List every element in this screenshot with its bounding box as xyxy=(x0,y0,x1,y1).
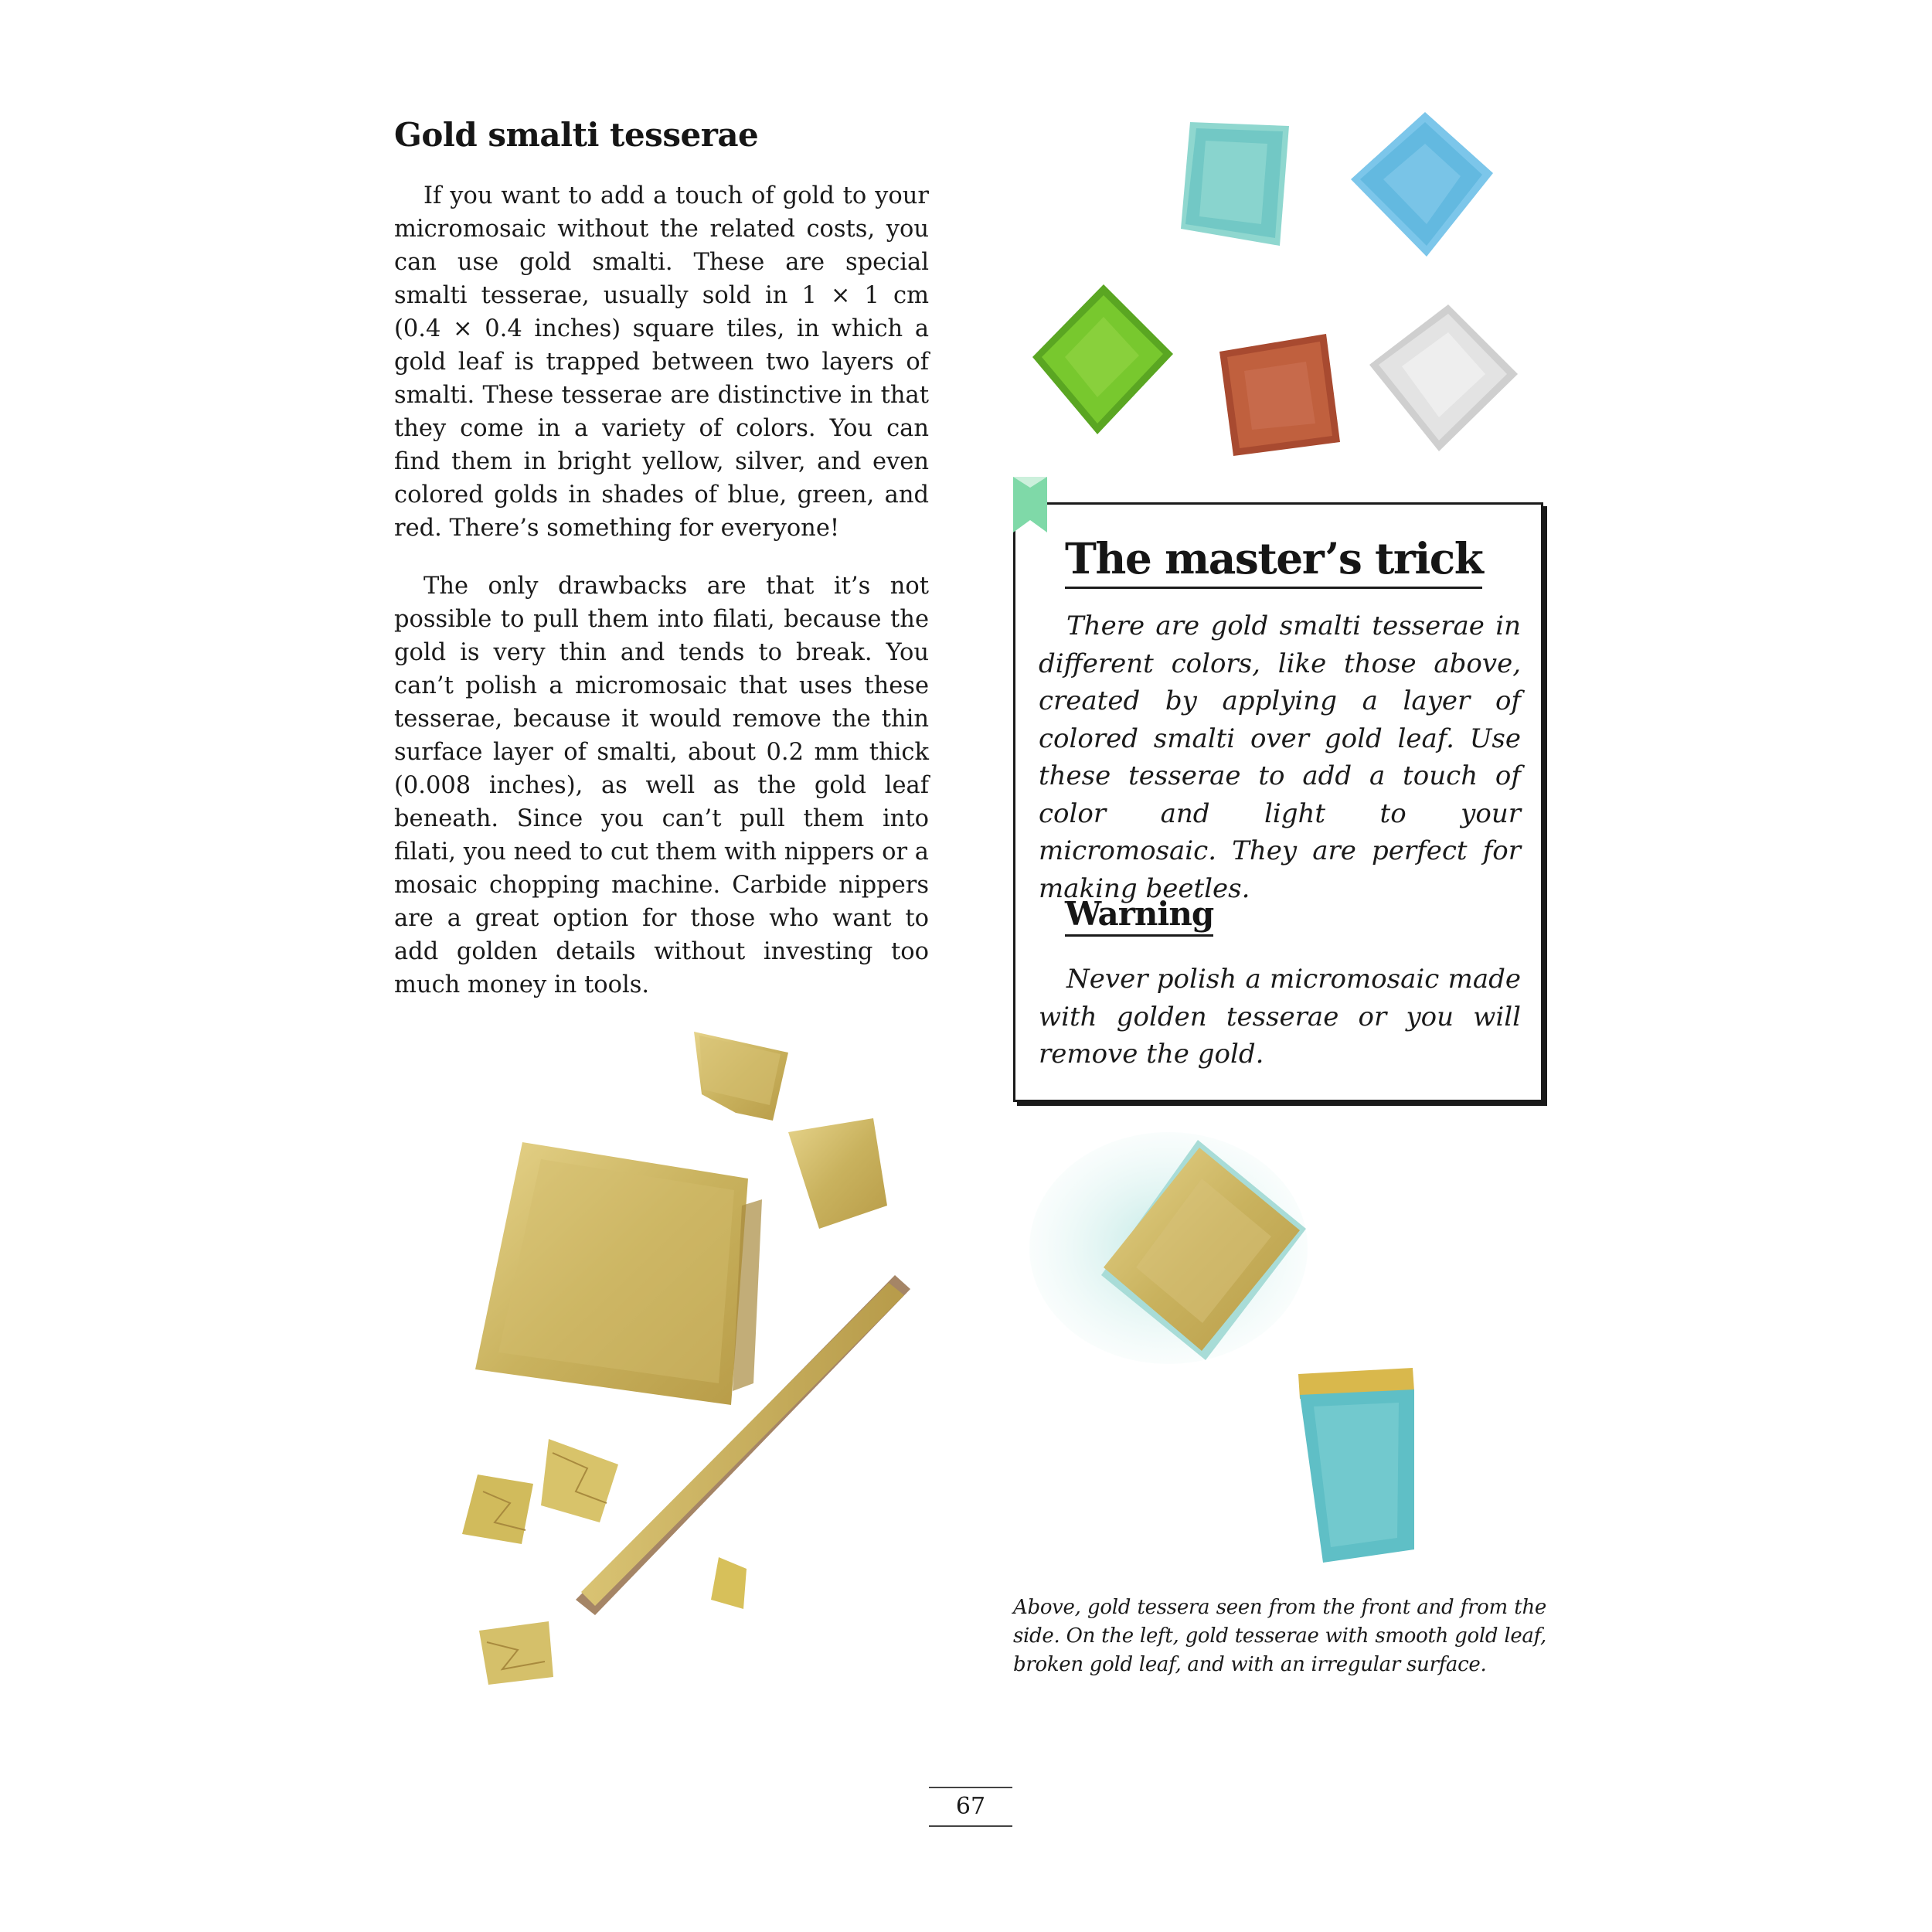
gold-tessera-front xyxy=(1029,1132,1308,1364)
figure-caption: Above, gold tessera seen from the front and from the side. On the left, gold tesserae with smooth gold leaf, broken gold leaf, and with an irregular surface. xyxy=(1013,1596,1546,1676)
page-number: 67 xyxy=(929,1787,1012,1827)
body-paragraph-1: If you want to add a touch of gold to your micromosaic without the related costs, you can use gold smalti. These are special smalti tesserae, usually sold in 1 × 1 cm (0.4 × 0.4 inches) square tiles, in which a gold leaf is trapped between two layers of smalti. These tesserae are distinctive in that they come in a variety of colors. You can find them in bright yellow, silver, and even colored golds in shades of blue, green, and red. There’s something for everyone! xyxy=(394,182,929,542)
gold-tessera-side xyxy=(1298,1368,1414,1563)
masters-trick-title: The master’s trick xyxy=(1065,533,1482,589)
warning-text: Never polish a micromosaic made with golden tesserae or you will remove the gold. xyxy=(1039,964,1521,1070)
masters-trick-text: There are gold smalti tesserae in different colors, like those above, created by applying a layer of colored smalti over gold leaf. Use these tesserae to add a touch of color and light to your micromosaic. They are perfect for making beetles. xyxy=(1039,611,1521,904)
section-title: Gold smalti tesserae xyxy=(394,116,759,154)
body-paragraph-2: The only drawbacks are that it’s not possible to pull them into filati, because the gold is very thin and tends to break. You can’t polish a micromosaic that uses these tesserae, because it would remove the thin surface layer of smalti, about 0.2 mm thick (0.008 inches), as well as the gold leaf beneath. Since you can’t pull them into filati, you need to cut them with nippers or a mosaic chopping machine. Carbide nippers are a great option for those who want to add golden details without investing too much money in tools. xyxy=(394,573,929,998)
warning-title: Warning xyxy=(1065,895,1213,937)
